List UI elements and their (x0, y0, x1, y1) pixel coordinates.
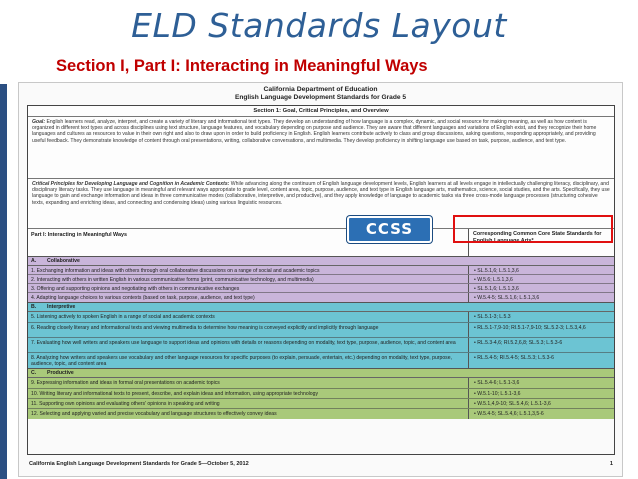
principles-text: While advancing along the continuum of English language development levels, English learners at all levels engage in intellectually challenging literacy, disciplinary, and disciplinary literacy tasks. They use language in meaningful and relevant ways appropriate to grade level, content area, topic, purpose, audience, and text type in English language arts, mathematics, science, social studies, and the arts. Specifically, they use language to gain and exchange information and ideas in three communicative modes (collaborative, interpretive, and productive), and they apply knowledge of language to academic tasks via three cross-mode language processes (structuring cohesive texts, expanding and enriching ideas, and connecting and condensing ideas) using various linguistic resources. (32, 181, 610, 206)
standard-row (28, 323, 614, 338)
slide-accent-bar (0, 84, 7, 479)
standard-text: 11. Supporting own opinions and evaluating others' opinions in speaking and writing (31, 400, 220, 407)
document-header (19, 83, 622, 102)
principles-label: Critical Principles for Developing Language and Cognition in Academic Contexts: (32, 181, 230, 187)
part-label: Part I: Interacting in Meaningful Ways (31, 232, 127, 238)
document-title: English Language Development Standards for Grade 5 (234, 94, 407, 102)
standard-text: 5. Listening actively to spoken English in a range of social and academic contexts (31, 313, 215, 320)
ccss-column-heading: Corresponding Common Core State Standards for English Language Arts* (473, 231, 602, 244)
goal-label: Goal: (32, 119, 46, 125)
section-heading: Section 1: Goal, Critical Principles, and Overview (28, 106, 614, 117)
ccss-reference: • RL.5.1-7,9-10; RI.5.1-7,9-10; SL.5.2-3; L.5.3,4,6 (474, 324, 586, 331)
standard-row (28, 275, 614, 284)
ccss-reference: • SL.5.4-6; L.5.1-3,6 (474, 379, 520, 386)
standard-text: 8. Analyzing how writers and speakers use vocabulary and other language resources for specific purposes (to explain, persuade, entertain, etc.) depending on modality, text type, purpose, audience, topic, and content area (31, 354, 452, 367)
ccss-highlight-box (453, 215, 613, 243)
standard-text: 3. Offering and supporting opinions and negotiating with others in communicative exchanges (31, 285, 240, 292)
standard-text: 9. Expressing information and ideas in formal oral presentations on academic topics (31, 379, 220, 386)
ccss-reference: • SL.5.1-3; L.5.3 (474, 313, 511, 320)
standards-table (27, 105, 615, 455)
standard-text: 10. Writing literary and informational texts to present, describe, and explain ideas and information, using appropriate technology (31, 390, 319, 397)
ccss-reference: • W.5.6; L.5.1,3,6 (474, 276, 513, 283)
standard-row (28, 353, 614, 368)
standard-row (28, 389, 614, 399)
collaborative-section (28, 257, 614, 303)
standard-text: 6. Reading closely literary and informational texts and viewing multimedia to determine how meaning is conveyed explicitly and implicitly through language (31, 324, 379, 331)
slide-subtitle: Section I, Part I: Interacting in Meaningful Ways (56, 57, 428, 75)
page-number: 1 (609, 461, 613, 467)
ccss-reference: • SL.5.1,6; L.5.1,3,6 (474, 267, 519, 274)
standard-text: 7. Evaluating how well writers and speakers use language to support ideas and opinions with details or reasons depending on modality, text type, purpose, audience, topic, and content area (31, 339, 456, 346)
document-footer (29, 461, 617, 467)
goal-paragraph (28, 117, 614, 179)
standard-row (28, 338, 614, 353)
ccss-reference: • W.5.4-5; SL.5.4,6; L.5.1,3,5-6 (474, 410, 544, 417)
section-band-heading: A. Collaborative (28, 257, 614, 266)
ccss-reference: • RL.5.4-5; RI.5.4-5; SL.5.3; L.5.3-6 (474, 354, 554, 361)
standard-row (28, 266, 614, 275)
standard-row (28, 409, 614, 419)
section-band-heading: B. Interpretive (28, 303, 614, 312)
interpretive-section (28, 303, 614, 369)
ccss-callout-badge: CCSS (347, 216, 432, 243)
ccss-reference: • W.5.1-10; L.5.1-3,6 (474, 390, 521, 397)
standard-row (28, 378, 614, 389)
standard-text: 2. Interacting with others in written English in various communicative forms (print, communicative technology, and multimedia) (31, 276, 314, 283)
standard-row (28, 284, 614, 293)
standard-row (28, 293, 614, 302)
standards-document (18, 82, 623, 477)
standard-text: 1. Exchanging information and ideas with others through oral collaborative discussions on a range of social and academic topics (31, 267, 320, 274)
standard-row (28, 312, 614, 323)
department-name: California Department of Education (263, 86, 378, 93)
productive-section (28, 369, 614, 419)
slide-title: ELD Standards Layout (131, 6, 507, 45)
ccss-reference: • W.5.4-5; SL.5.1,6; L.5.1,3,6 (474, 294, 540, 301)
standard-text: 4. Adapting language choices to various contexts (based on task, purpose, audience, and text type) (31, 294, 255, 301)
goal-text: English learners read, analyze, interpret, and create a variety of literary and informational text types. They develop an understanding of how language is a complex, dynamic, and social resource for making meaning, as well as how content is organized in different text types and across disciplines using text structure, language features, and vocabulary depending on purpose and audience. They are aware that different languages and variations of English exist, and they recognize their home languages and cultures as resources to value in their own right and also to draw upon in order to build proficiency in English. English learners contribute actively to class and group discussions, asking questions, responding appropriately, and providing useful feedback. They demonstrate knowledge of content through oral presentations, writing, collaborative conversations, and multimedia. They develop proficiency in shifting language use based on task, purpose, audience, and text type. (32, 119, 597, 144)
footer-text: California English Language Development Standards for Grade 5—October 5, 2012 (29, 461, 249, 467)
standard-row (28, 399, 614, 409)
ccss-reference: • SL.5.1,6; L.5.1,3,6 (474, 285, 519, 292)
ccss-reference: • W.5.1,4,9-10; SL.5.4,6; L.5.1-3,6 (474, 400, 551, 407)
standard-text: 12. Selecting and applying varied and precise vocabulary and language structures to effectively convey ideas (31, 410, 277, 417)
section-band-heading: C. Productive (28, 369, 614, 378)
ccss-reference: • RL.5.3-4,6; RI.5.2,6,8; SL.5.3; L.5.3-6 (474, 339, 563, 346)
